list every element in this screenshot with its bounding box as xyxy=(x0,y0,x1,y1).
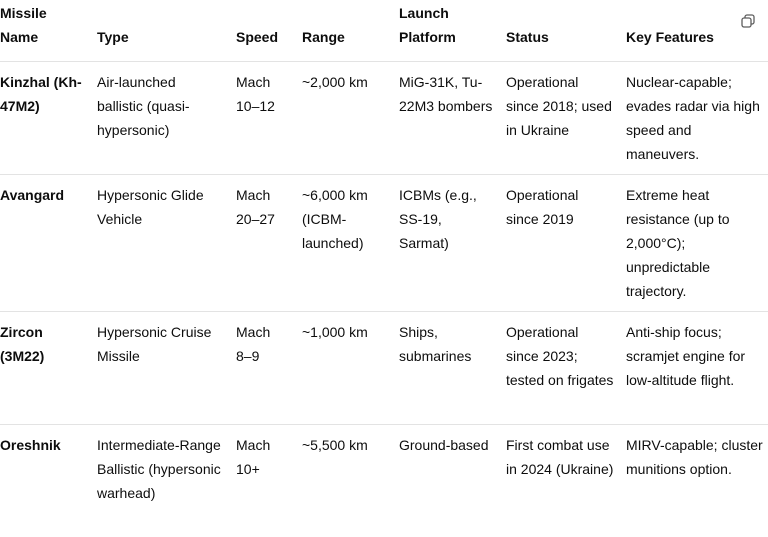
speed-cell: Mach 10+ xyxy=(236,425,302,537)
header-status: Status xyxy=(506,0,626,62)
range-cell: ~1,000 km xyxy=(302,312,399,425)
speed-cell: Mach 8–9 xyxy=(236,312,302,425)
speed-cell: Mach 10–12 xyxy=(236,62,302,175)
platform-cell: Ground-based xyxy=(399,425,506,537)
status-cell: Operational since 2023; tested on frigates xyxy=(506,312,626,425)
header-launch-platform: Launch Platform xyxy=(399,0,506,62)
status-cell: Operational since 2018; used in Ukraine xyxy=(506,62,626,175)
type-cell: Hypersonic Glide Vehicle xyxy=(97,175,236,312)
header-range: Range xyxy=(302,0,399,62)
header-speed: Speed xyxy=(236,0,302,62)
features-cell: Nuclear-capable; evades radar via high speed and maneuvers. xyxy=(626,62,768,175)
type-cell: Intermediate-Range Ballistic (hypersonic warhead) xyxy=(97,425,236,537)
type-cell: Hypersonic Cruise Missile xyxy=(97,312,236,425)
missile-name-cell: Kinzhal (Kh-47M2) xyxy=(0,62,97,175)
platform-cell: Ships, submarines xyxy=(399,312,506,425)
platform-cell: MiG-31K, Tu-22M3 bombers xyxy=(399,62,506,175)
features-cell: Extreme heat resistance (up to 2,000°C); unpredictable trajectory. xyxy=(626,175,768,312)
speed-cell: Mach 20–27 xyxy=(236,175,302,312)
missile-name-cell: Avangard xyxy=(0,175,97,312)
table-header-row xyxy=(0,0,768,62)
table-row xyxy=(0,425,768,537)
header-type: Type xyxy=(97,0,236,62)
header-key-features: Key Features xyxy=(626,0,768,62)
features-cell: MIRV-capable; cluster munitions option. xyxy=(626,425,768,537)
platform-cell: ICBMs (e.g., SS-19, Sarmat) xyxy=(399,175,506,312)
table-row xyxy=(0,312,768,425)
missile-name-cell: Oreshnik xyxy=(0,425,97,537)
status-cell: Operational since 2019 xyxy=(506,175,626,312)
range-cell: ~2,000 km xyxy=(302,62,399,175)
table-row xyxy=(0,62,768,175)
features-cell: Anti-ship focus; scramjet engine for low-altitude flight. xyxy=(626,312,768,425)
header-missile-name: Missile Name xyxy=(0,0,97,62)
missile-name-cell: Zircon (3M22) xyxy=(0,312,97,425)
range-cell: ~6,000 km (ICBM-launched) xyxy=(302,175,399,312)
status-cell: First combat use in 2024 (Ukraine) xyxy=(506,425,626,537)
type-cell: Air-launched ballistic (quasi-hypersonic) xyxy=(97,62,236,175)
range-cell: ~5,500 km xyxy=(302,425,399,537)
table-row xyxy=(0,175,768,312)
